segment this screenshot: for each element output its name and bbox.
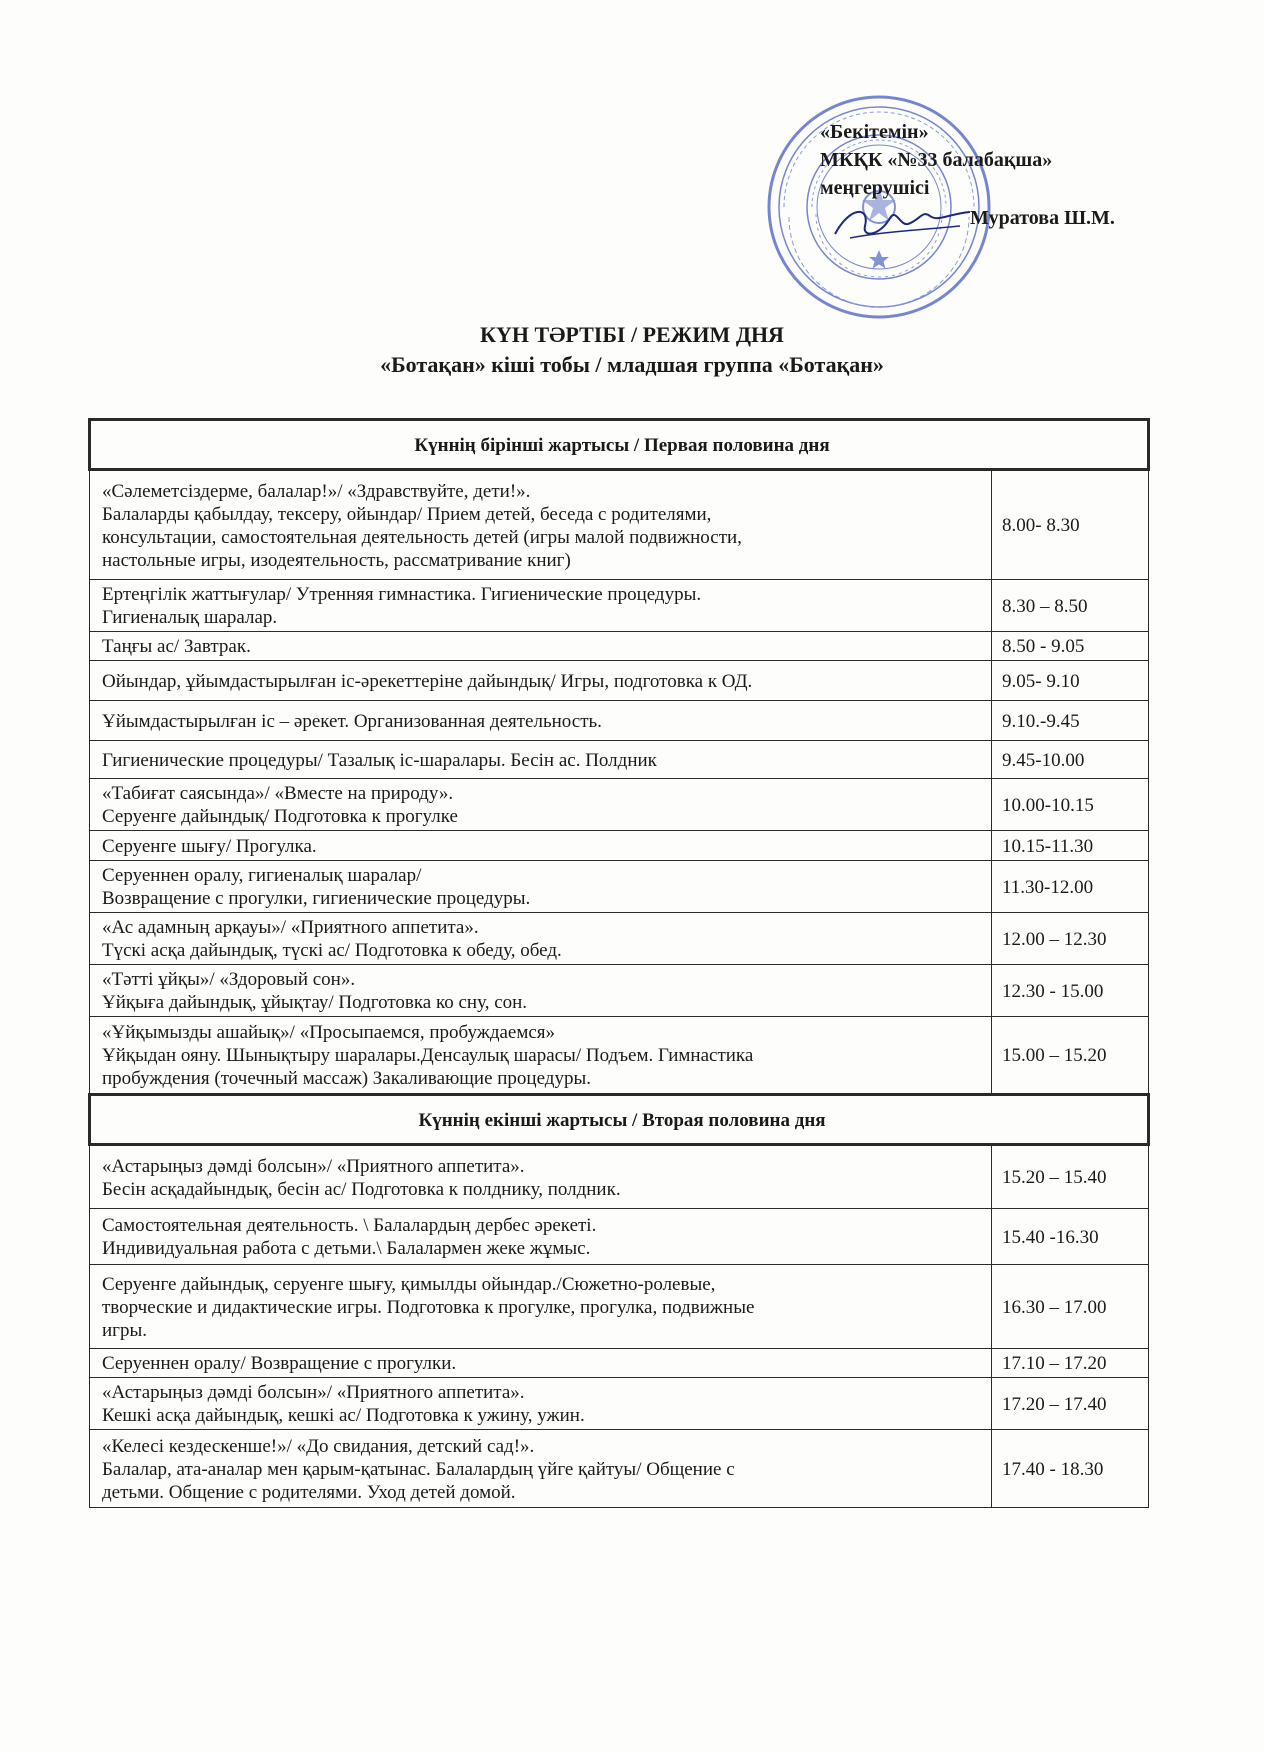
activity-cell — [90, 470, 992, 580]
activity-text: Ұйқыға дайындық, ұйықтау/ Подготовка ко сну, сон. — [102, 992, 528, 1013]
activity-cell — [90, 1378, 992, 1430]
schedule-row — [90, 831, 1149, 861]
activity-text: Балалар, ата-аналар мен қарым-қатынас. Балалардың үйге қайтуы/ Общение с — [102, 1458, 735, 1480]
approval-line-3: меңгерушісі — [820, 177, 930, 199]
activity-text: Серуенге дайындық/ Подготовка к прогулке — [102, 806, 458, 827]
schedule-row — [90, 861, 1149, 913]
time-cell: 9.10.-9.45 — [992, 701, 1149, 741]
activity-text: Ертеңгілік жаттығулар/ Утренняя гимнастика. Гигиенические процедуры. — [102, 584, 702, 605]
activity-text: Серуеннен оралу, гигиеналық шаралар/ — [102, 865, 422, 886]
activity-text: «Ұйқымызды ашайық»/ «Просыпаемся, пробуждаемся» — [102, 1022, 556, 1043]
activity-cell — [90, 1430, 992, 1508]
activity-text: «Табиғат саясында»/ «Вместе на природу». — [102, 783, 454, 804]
activity-text: настольные игры, изодеятельность, рассматривание книг) — [102, 549, 571, 571]
title-line-2: «Ботақан» кіші тобы / младшая группа «Ботақан» — [380, 352, 884, 377]
title-line-1: КҮН ТӘРТІБІ / РЕЖИМ ДНЯ — [480, 322, 784, 347]
activity-text: Балаларды қабылдау, тексеру, ойындар/ Прием детей, беседа с родителями, — [102, 503, 712, 525]
activity-cell — [90, 580, 992, 632]
schedule-row — [90, 1145, 1149, 1209]
approval-line-2: МКҚК «№33 балабақша» — [820, 149, 1053, 171]
time-cell: 9.05- 9.10 — [992, 661, 1149, 701]
schedule-row — [90, 779, 1149, 831]
activity-text: Индивидуальная работа с детьми.\ Балалармен жеке жұмыс. — [102, 1238, 591, 1259]
activity-text: детьми. Общение с родителями. Уход детей домой. — [102, 1481, 516, 1503]
time-cell: 9.45-10.00 — [992, 741, 1149, 779]
activity-cell — [90, 779, 992, 831]
activity-cell — [90, 1145, 992, 1209]
activity-text: «Астарыңыз дәмді болсын»/ «Приятного аппетита». — [102, 1155, 525, 1177]
activity-text: «Ас адамның арқауы»/ «Приятного аппетита». — [102, 917, 479, 938]
time-cell: 8.30 – 8.50 — [992, 580, 1149, 632]
activity-text: Самостоятельная деятельность. \ Балалардың дербес әрекеті. — [102, 1215, 597, 1236]
schedule-row — [90, 470, 1149, 580]
activity-text: Түскі асқа дайындық, түскі ас/ Подготовка к обеду, обед. — [102, 940, 562, 961]
time-cell: 15.20 – 15.40 — [992, 1145, 1149, 1209]
schedule-row — [90, 741, 1149, 779]
time-cell: 15.40 -16.30 — [992, 1209, 1149, 1265]
activity-text: Ұйымдастырылған іс – әрекет. Организованная деятельность. — [102, 710, 602, 732]
activity-text: Бесін асқадайындық, бесін ас/ Подготовка к полднику, полдник. — [102, 1178, 621, 1200]
time-cell: 10.00-10.15 — [992, 779, 1149, 831]
activity-text: Серуенге дайындық, серуенге шығу, қимылды ойындар./Сюжетно-ролевые, — [102, 1273, 716, 1295]
activity-cell — [90, 1209, 992, 1265]
activity-text: консультации, самостоятельная деятельность детей (игры малой подвижности, — [102, 526, 742, 548]
signature — [830, 196, 980, 246]
activity-text: Серуеннен оралу/ Возвращение с прогулки. — [102, 1353, 457, 1374]
activity-text: Таңғы ас/ Завтрак. — [102, 636, 251, 657]
activity-cell — [90, 1265, 992, 1349]
activity-cell — [90, 632, 992, 661]
activity-text: «Келесі кездескенше!»/ «До свидания, детский сад!». — [102, 1435, 535, 1457]
activity-text: Ойындар, ұйымдастырылған іс-әрекеттеріне дайындық/ Игры, подготовка к ОД. — [102, 670, 753, 692]
activity-cell — [90, 1349, 992, 1378]
activity-text: пробуждения (точечный массаж) Закаливающие процедуры. — [102, 1068, 591, 1089]
schedule-body — [90, 420, 1149, 1508]
schedule-row — [90, 1265, 1149, 1349]
activity-text: «Астарыңыз дәмді болсын»/ «Приятного аппетита». — [102, 1382, 525, 1403]
time-cell: 15.00 – 15.20 — [992, 1017, 1149, 1095]
time-cell: 8.00- 8.30 — [992, 470, 1149, 580]
schedule-row — [90, 913, 1149, 965]
activity-cell — [90, 1017, 992, 1095]
activity-text: Серуенге шығу/ Прогулка. — [102, 835, 317, 857]
activity-text: Гигиеналық шаралар. — [102, 607, 278, 628]
section-header-row — [90, 420, 1149, 470]
activity-text: Гигиенические процедуры/ Тазалық іс-шаралары. Бесін ас. Полдник — [102, 749, 657, 771]
schedule-row — [90, 1017, 1149, 1095]
time-cell: 11.30-12.00 — [992, 861, 1149, 913]
schedule-row — [90, 580, 1149, 632]
activity-cell — [90, 861, 992, 913]
activity-text: «Тәтті ұйқы»/ «Здоровый сон». — [102, 969, 356, 990]
time-cell: 10.15-11.30 — [992, 831, 1149, 861]
schedule-table — [88, 418, 1150, 1508]
activity-text: Возвращение с прогулки, гигиенические процедуры. — [102, 888, 531, 909]
activity-cell — [90, 661, 992, 701]
time-cell: 8.50 - 9.05 — [992, 632, 1149, 661]
activity-text: творческие и дидактические игры. Подготовка к прогулке, прогулка, подвижные — [102, 1296, 755, 1318]
activity-text: игры. — [102, 1319, 147, 1341]
schedule-row — [90, 1378, 1149, 1430]
schedule-row — [90, 661, 1149, 701]
schedule-row — [90, 701, 1149, 741]
activity-text: «Сәлеметсіздерме, балалар!»/ «Здравствуйте, дети!». — [102, 480, 531, 502]
activity-cell — [90, 831, 992, 861]
section-header-row — [90, 1095, 1149, 1145]
section-heading: Күннің бірінші жартысы / Первая половина дня — [90, 420, 1149, 470]
time-cell: 12.30 - 15.00 — [992, 965, 1149, 1017]
section-heading: Күннің екінші жартысы / Вторая половина дня — [90, 1095, 1149, 1145]
schedule-row — [90, 1349, 1149, 1378]
activity-cell — [90, 701, 992, 741]
document-title — [0, 320, 1264, 380]
schedule-row — [90, 632, 1149, 661]
schedule-row — [90, 1209, 1149, 1265]
approval-signatory: Муратова Ш.М. — [970, 207, 1115, 229]
time-cell: 17.40 - 18.30 — [992, 1430, 1149, 1508]
time-cell: 17.10 – 17.20 — [992, 1349, 1149, 1378]
time-cell: 17.20 – 17.40 — [992, 1378, 1149, 1430]
time-cell: 16.30 – 17.00 — [992, 1265, 1149, 1349]
approval-line-1: «Бекітемін» — [820, 121, 929, 143]
activity-cell — [90, 913, 992, 965]
time-cell: 12.00 – 12.30 — [992, 913, 1149, 965]
activity-text: Кешкі асқа дайындық, кешкі ас/ Подготовка к ужину, ужин. — [102, 1405, 585, 1426]
schedule-row — [90, 965, 1149, 1017]
activity-cell — [90, 741, 992, 779]
schedule-row — [90, 1430, 1149, 1508]
activity-text: Ұйқыдан ояну. Шынықтыру шаралары.Денсаулық шарасы/ Подъем. Гимнастика — [102, 1045, 754, 1066]
activity-cell — [90, 965, 992, 1017]
